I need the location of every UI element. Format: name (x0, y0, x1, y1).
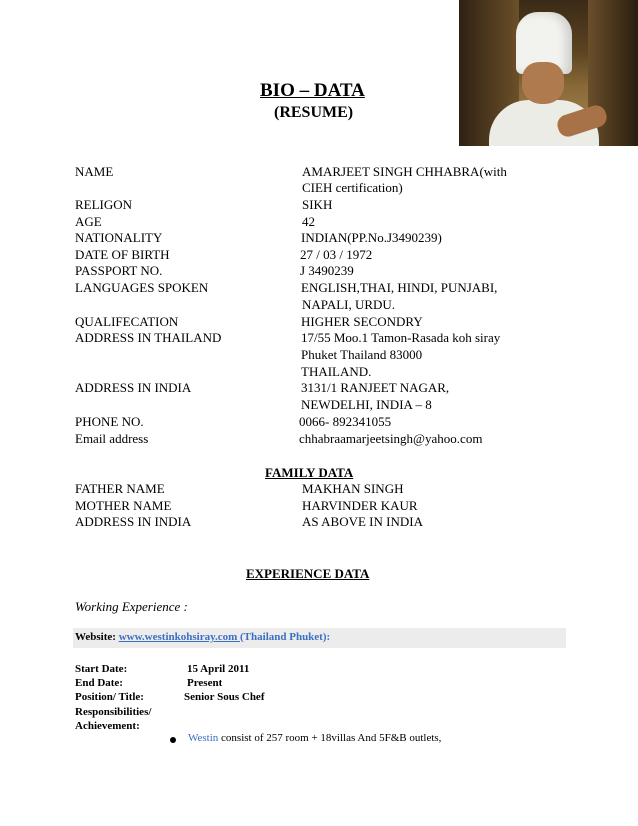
value-address-thailand-3: THAILAND. (301, 364, 372, 379)
label-age: AGE (75, 214, 102, 229)
value-father: MAKHAN SINGH (302, 481, 404, 496)
value-passport: J 3490239 (300, 263, 354, 278)
start-date-value: 15 April 2011 (187, 663, 250, 675)
label-passport: PASSPORT NO. (75, 263, 163, 278)
working-experience-label: Working Experience : (75, 599, 188, 614)
value-dob: 27 / 03 / 1972 (300, 247, 373, 262)
bullet-westin: Westin (188, 732, 219, 744)
value-religion: SIKH (302, 197, 333, 212)
value-family-address: AS ABOVE IN INDIA (302, 514, 423, 529)
label-family-address: ADDRESS IN INDIA (75, 514, 192, 529)
label-languages: LANGUAGES SPOKEN (75, 280, 209, 295)
value-name: AMARJEET SINGH CHHABRA(with (302, 164, 507, 179)
value-address-india-2: NEWDELHI, INDIA – 8 (301, 397, 432, 412)
value-languages: ENGLISH,THAI, HINDI, PUNJABI, (301, 280, 498, 295)
label-qualification: QUALIFECATION (75, 314, 179, 329)
value-languages-cont: NAPALI, URDU. (302, 297, 396, 312)
position-value: Senior Sous Chef (184, 691, 265, 703)
website-line (75, 631, 330, 643)
label-dob: DATE OF BIRTH (75, 247, 170, 262)
value-age: 42 (302, 214, 315, 229)
family-heading: FAMILY DATA (265, 465, 354, 480)
bullet-text (188, 732, 441, 744)
value-name-cont: CIEH certification) (302, 180, 403, 195)
position-label: Position/ Title: (75, 691, 144, 703)
website-link[interactable]: www.westinkohsiray.com (118, 631, 241, 643)
value-mother: HARVINDER KAUR (302, 498, 418, 513)
label-email: Email address (75, 431, 149, 446)
value-qualification: HIGHER SECONDRY (301, 314, 423, 329)
end-date-value: Present (187, 677, 223, 689)
value-address-thailand: 17/55 Moo.1 Tamon-Rasada koh siray (301, 330, 501, 345)
value-email: chhabraamarjeetsingh@yahoo.com (299, 431, 483, 446)
bullet-rest: consist of 257 room + 18villas And 5F&B outlets, (218, 732, 442, 744)
start-date-label: Start Date: (75, 663, 128, 675)
value-nationality: INDIAN(PP.No.J3490239) (301, 230, 442, 245)
label-phone: PHONE NO. (75, 414, 144, 429)
experience-heading: EXPERIENCE DATA (246, 566, 370, 581)
value-address-india: 3131/1 RANJEET NAGAR, (301, 380, 450, 395)
value-phone: 0066- 892341055 (299, 414, 392, 429)
label-religion: RELIGON (75, 197, 133, 212)
end-date-label: End Date: (75, 677, 123, 689)
document-subtitle: (RESUME) (274, 104, 354, 121)
website-label: Website: (75, 631, 116, 643)
label-father: FATHER NAME (75, 481, 165, 496)
label-name: NAME (75, 164, 114, 179)
document-title: BIO – DATA (260, 80, 365, 101)
label-address-india: ADDRESS IN INDIA (75, 380, 192, 395)
website-place: (Thailand Phuket): (240, 631, 331, 643)
profile-photo (459, 0, 638, 146)
label-address-thailand: ADDRESS IN THAILAND (75, 330, 222, 345)
responsibilities-label: Responsibilities/ (75, 706, 152, 718)
value-address-thailand-2: Phuket Thailand 83000 (301, 347, 423, 362)
achievement-label: Achievement: (75, 720, 140, 732)
label-nationality: NATIONALITY (75, 230, 163, 245)
bullet-icon (170, 737, 176, 743)
label-mother: MOTHER NAME (75, 498, 172, 513)
